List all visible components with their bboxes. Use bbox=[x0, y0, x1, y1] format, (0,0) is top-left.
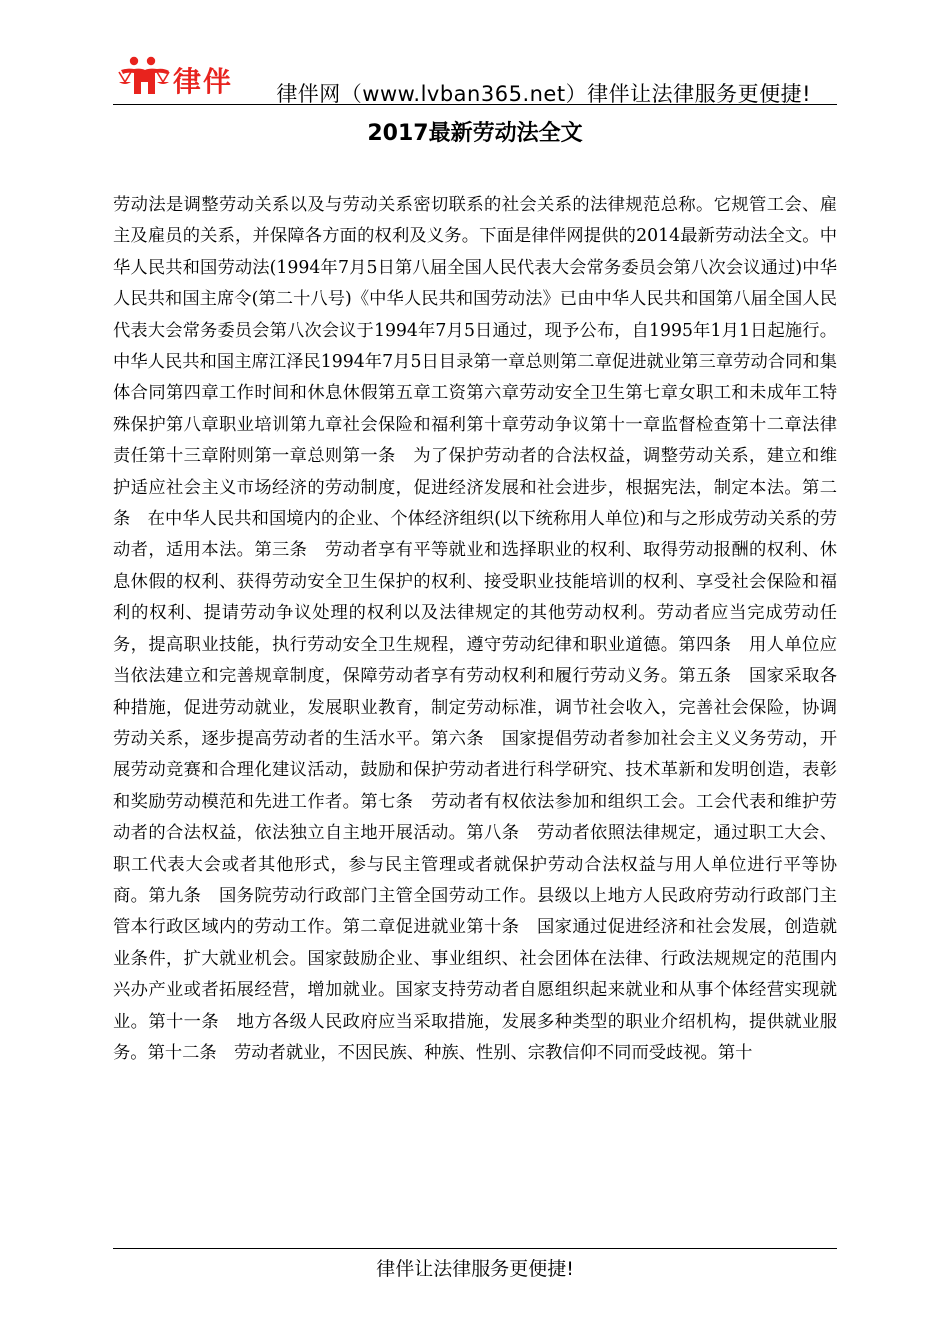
page-header bbox=[113, 52, 837, 104]
footer-divider bbox=[113, 1248, 837, 1249]
logo-text: 律伴 bbox=[173, 65, 234, 98]
page-footer: 律伴让法律服务更便捷! bbox=[376, 1258, 574, 1280]
header-divider bbox=[113, 104, 837, 105]
header-tagline: 律伴网（www.lvban365.net）律伴让法律服务更便捷! bbox=[276, 82, 811, 106]
logo-figures-icon bbox=[117, 54, 173, 98]
logo bbox=[113, 54, 243, 98]
body-text: 劳动法是调整劳动关系以及与劳动关系密切联系的社会关系的法律规范总称。它规管工会、雇主及雇员的关系，并保障各方面的权利及义务。下面是律伴网提供的2014最新劳动法全文。中华人民共和国劳动法(1994年7月5日第八届全国人民代表大会常务委员会第八次会议通过)中华人民共和国主席令(第二十八号)《中华人民共和国劳动法》已由中华人民共和国第八届全国人民代表大会常务委员会第八次会议于1994年7月5日通过，现予公布，自1995年1月1日起施行。中华人民共和国主席江泽民1994年7月5日目录第一章总则第二章促进就业第三章劳动合同和集体合同第四章工作时间和休息休假第五章工资第六章劳动安全卫生第七章女职工和未成年工特殊保护第八章职业培训第九章社会保险和福利第十章劳动争议第十一章监督检查第十二章法律责任第十三章附则第一章总则第一条 为了保护劳动者的合法权益，调整劳动关系，建立和维护适应社会主义市场经济的劳动制度，促进经济发展和社会进步，根据宪法，制定本法。第二条 在中华人民共和国境内的企业、个体经济组织(以下统称用人单位)和与之形成劳动关系的劳动者，适用本法。第三条 劳动者享有平等就业和选择职业的权利、取得劳动报酬的权利、休息休假的权利、获得劳动安全卫生保护的权利、接受职业技能培训的权利、享受社会保险和福利的权利、提请劳动争议处理的权利以及法律规定的其他劳动权利。劳动者应当完成劳动任务，提高职业技能，执行劳动安全卫生规程，遵守劳动纪律和职业道德。第四条 用人单位应当依法建立和完善规章制度，保障劳动者享有劳动权利和履行劳动义务。第五条 国家采取各种措施，促进劳动就业，发展职业教育，制定劳动标准，调节社会收入，完善社会保险，协调劳动关系，逐步提高劳动者的生活水平。第六条 国家提倡劳动者参加社会主义义务劳动，开展劳动竞赛和合理化建议活动，鼓励和保护劳动者进行科学研究、技术革新和发明创造，表彰和奖励劳动模范和先进工作者。第七条 劳动者有权依法参加和组织工会。工会代表和维护劳动者的合法权益，依法独立自主地开展活动。第八条 劳动者依照法律规定，通过职工大会、职工代表大会或者其他形式，参与民主管理或者就保护劳动合法权益与用人单位进行平等协商。第九条 国务院劳动行政部门主管全国劳动工作。县级以上地方人民政府劳动行政部门主管本行政区域内的劳动工作。第二章促进就业第十条 国家通过促进经济和社会发展，创造就业条件，扩大就业机会。国家鼓励企业、事业组织、社会团体在法律、行政法规规定的范围内兴办产业或者拓展经营，增加就业。国家支持劳动者自愿组织起来就业和从事个体经营实现就业。第十一条 地方各级人民政府应当采取措施，发展多种类型的职业介绍机构，提供就业服务。第十二条 劳动者就业，不因民族、种族、性别、宗教信仰不同而受歧视。第十 bbox=[113, 195, 837, 1063]
page-title: 2017最新劳动法全文 bbox=[367, 121, 583, 146]
